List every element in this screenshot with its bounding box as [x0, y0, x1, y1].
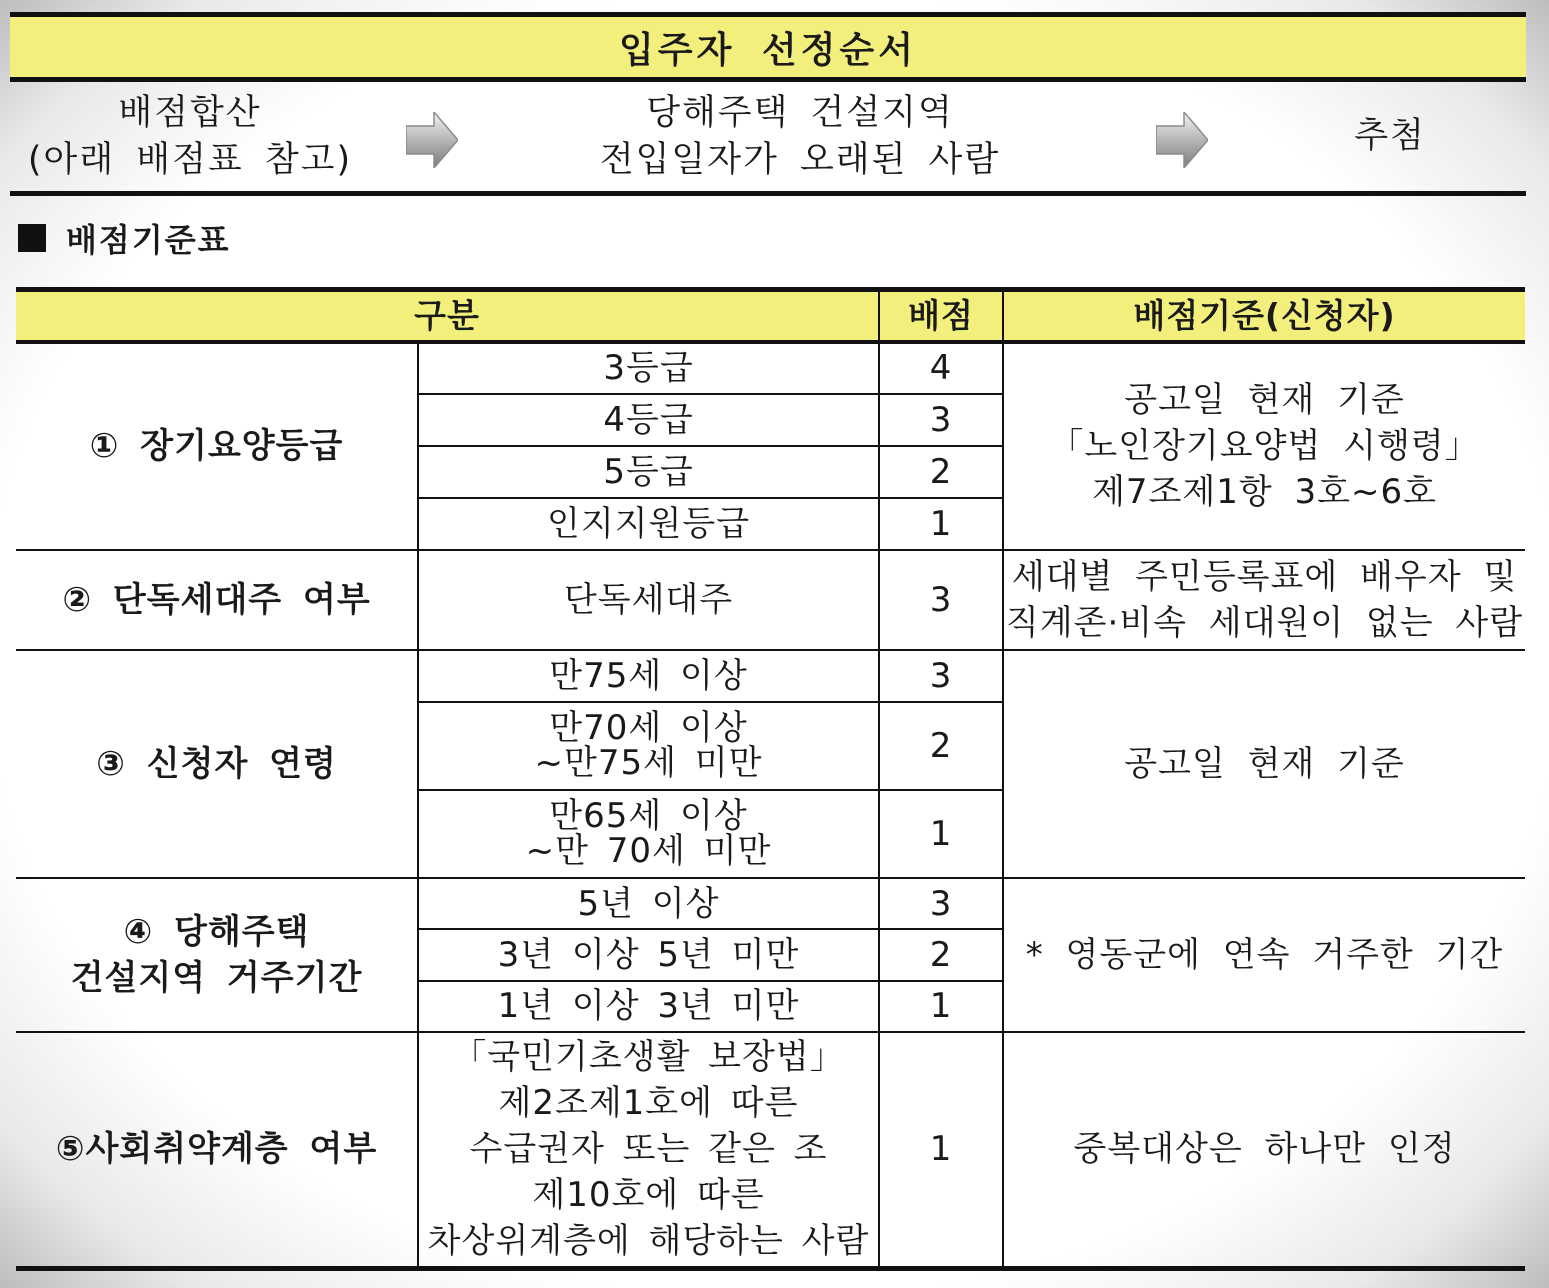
score-cell: 2	[879, 702, 1003, 790]
score-cell: 4	[879, 342, 1003, 394]
sub-cell: 3년 이상 5년 미만	[418, 929, 879, 980]
sub-cell: 4등급	[418, 394, 879, 446]
header-category: 구분	[16, 290, 879, 342]
sub-cell: 만70세 이상 ~만75세 미만	[418, 702, 879, 790]
score-cell: 3	[879, 878, 1003, 929]
arrow-right-icon	[1156, 112, 1208, 168]
category-cell: ② 단독세대주 여부	[16, 550, 418, 649]
sub-cell: 1년 이상 3년 미만	[418, 981, 879, 1032]
square-bullet-icon	[18, 224, 46, 252]
criteria-cell: * 영동군에 연속 거주한 기간	[1003, 878, 1525, 1031]
category-cell: ④ 당해주택 건설지역 거주기간	[16, 878, 418, 1031]
sub-cell: 3등급	[418, 342, 879, 394]
table-row	[16, 650, 1525, 702]
score-cell: 3	[879, 394, 1003, 446]
criteria-cell: 중복대상은 하나만 인정	[1003, 1032, 1525, 1269]
scoring-table	[16, 287, 1525, 1271]
criteria-cell: 세대별 주민등록표에 배우자 및 직계존·비속 세대원이 없는 사람	[1003, 550, 1525, 649]
table-row	[16, 342, 1525, 394]
selection-order-flow	[10, 82, 1526, 196]
flow-step-lottery: 추첨	[1354, 116, 1426, 156]
header-criteria: 배점기준(신청자)	[1003, 290, 1525, 342]
table-header-row	[16, 290, 1525, 342]
page-title	[10, 12, 1526, 82]
arrow-right-icon	[406, 112, 458, 168]
flow-step-residence-date: 당해주택 건설지역 전입일자가 오래된 사람	[599, 92, 1001, 180]
sub-cell: 5등급	[418, 446, 879, 498]
table-row	[16, 878, 1525, 929]
page-title-text: 입주자 선정순서	[619, 29, 917, 71]
sub-cell: 「국민기초생활 보장법」 제2조제1호에 따른 수급권자 또는 같은 조 제10호에 따른 차상위계층에 해당하는 사람	[418, 1032, 879, 1269]
score-cell: 2	[879, 929, 1003, 980]
header-score: 배점	[879, 290, 1003, 342]
score-cell: 1	[879, 498, 1003, 550]
table-row	[16, 550, 1525, 649]
sub-cell: 만65세 이상 ~만 70세 미만	[418, 790, 879, 878]
score-cell: 3	[879, 650, 1003, 702]
sub-cell: 5년 이상	[418, 878, 879, 929]
sub-cell: 단독세대주	[418, 550, 879, 649]
criteria-cell: 공고일 현재 기준 「노인장기요양법 시행령」 제7조제1항 3호~6호	[1003, 342, 1525, 551]
score-cell: 1	[879, 790, 1003, 878]
flow-step-score-sum: 배점합산 (아래 배점표 참고)	[27, 92, 353, 180]
criteria-cell: 공고일 현재 기준	[1003, 650, 1525, 879]
sub-cell: 인지지원등급	[418, 498, 879, 550]
score-cell: 3	[879, 550, 1003, 649]
score-cell: 1	[879, 1032, 1003, 1269]
category-cell: ⑤사회취약계층 여부	[16, 1032, 418, 1269]
category-cell: ① 장기요양등급	[16, 342, 418, 551]
section-heading: 배점기준표	[18, 214, 231, 262]
category-cell: ③ 신청자 연령	[16, 650, 418, 879]
score-cell: 1	[879, 981, 1003, 1032]
sub-cell: 만75세 이상	[418, 650, 879, 702]
table-row	[16, 1032, 1525, 1269]
score-cell: 2	[879, 446, 1003, 498]
